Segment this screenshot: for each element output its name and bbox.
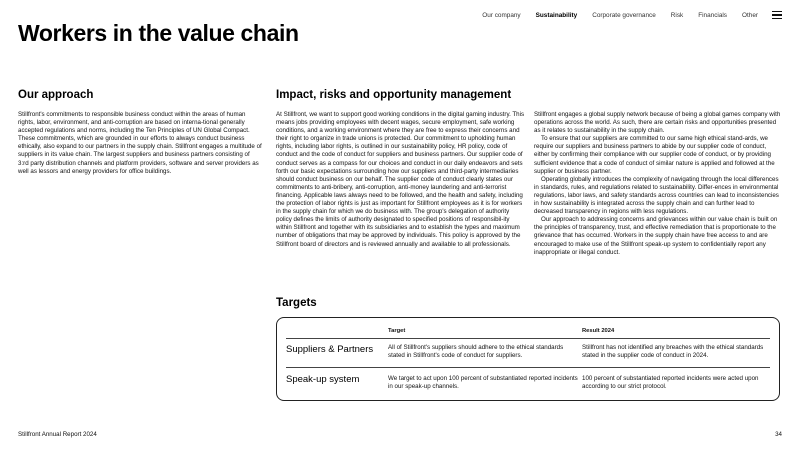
impact-left-text: At Stillfront, we want to support good working conditions in the digital gaming industry. This means jobs providing employees with decent wages, secure employment, safe working conditions, and a working environment where they are free to express their concerns and their right to organize in trade unions is protected. Our commitment to upholding human rights, including labor rights, is outlined in our sustainability policy, HR policy, code of conduct and the code of conduct for suppliers and business partners. Our supplier code of conduct serves as a compass for our choices and conduct in our daily endeavors and sets forth our basic expectations surrounding how our suppliers and third-party intermediaries should conduct business on our behalf. The supplier code of conduct clearly states our commitments to anti-bribery, anti-corruption, anti-money laundering and anti-terrorist financing. Applicable laws always need to be followed, and the health and safety, including the protection of labor rights is just as important for Stillfront employees as it is for workers in the supply chain for which we do business with. The group's delegation of authority policy defines the limits of authority designated to specified positions of responsibil-ity within Stillfront and together with its subsidiaries and to establish the types and maximum number of obligations that may be approved by individuals. This policy is approved by the Stillfront board of directors and is reviewed annually and available to all professionals. bbox=[276, 111, 525, 248]
approach-heading: Our approach bbox=[18, 89, 94, 101]
page-number: 34 bbox=[775, 431, 782, 438]
nav-other[interactable]: Other bbox=[742, 11, 758, 19]
table-cell-target: All of Stillfront's suppliers should adhere to the ethical standards stated in Stillfront's code of conduct for suppliers. bbox=[388, 344, 564, 360]
nav-corporate-governance[interactable]: Corporate governance bbox=[592, 11, 656, 19]
impact-right-paragraph-2: To ensure that our suppliers are committed to our same high ethical stand-ards, we require our suppliers and business partners to abide by our supplier code of conduct, either by confirming their compliance with our supplier code of conduct, or by providing sufficient evidence that a code of conduct of similar nature is applied and followed at the supplier or business partner. bbox=[534, 135, 775, 175]
targets-column-header-target: Target bbox=[388, 328, 406, 334]
impact-right-column bbox=[534, 111, 782, 257]
top-navigation bbox=[467, 11, 782, 19]
table-divider bbox=[286, 367, 770, 368]
table-cell-result: 100 percent of substantiated reported incidents were acted upon according to our strict protocol. bbox=[582, 375, 759, 391]
impact-right-paragraph-1: Stillfront engages a global supply network because of being a global games company with operations across the world. As such, there are certain risks and opportunities presented as it relates to sustainability in the supply chain. bbox=[534, 111, 781, 135]
targets-table bbox=[276, 317, 780, 401]
targets-column-header-result: Result 2024 bbox=[582, 328, 615, 334]
targets-heading: Targets bbox=[276, 297, 317, 309]
impact-right-paragraph-3: Operating globally introduces the complexity of navigating through the local differences in standards, rules, and regulations related to sustainability. Differ-ences in environmental regulations, labor laws, and safety standards across countries can lead to inconsistencies in how sustainability is integrated across the supply chain and can further lead to decreased transparency in regions with less regulations. bbox=[534, 175, 779, 216]
nav-financials[interactable]: Financials bbox=[698, 11, 728, 19]
nav-risk[interactable]: Risk bbox=[670, 11, 684, 19]
nav-our-company[interactable]: Our company bbox=[482, 11, 521, 19]
table-row-label: Speak-up system bbox=[286, 374, 360, 385]
impact-right-paragraph-4: Our approach to addressing concerns and grievances within our value chain is built on the principles of transparency, trust, and effective remediation that is proportionate to the grievance that has occurred. Workers in the supply chain have free access to and are encouraged to make use of the Stillfront speak-up system to confidentially report any inappropriate or illegal conduct. bbox=[534, 216, 778, 256]
footer-report-title: Stillfront Annual Report 2024 bbox=[18, 431, 97, 438]
page-title: Workers in the value chain bbox=[18, 20, 299, 46]
approach-text: Stillfront's commitments to responsible business conduct within the areas of human rights, labor, environment, and anti-corruption are based on interna-tional generally accepted regulations and norms, including the Ten Principles of UN Global Compact. These commitments, which are grounded in our efforts to always conduct business ethically, also expand to our partners in the supply chain. Stillfront engages a multitude of suppliers in its value chain. The largest suppliers and business partners consisting of 3:rd party distribution channels and platform providers, software and server providers as well as lessors and energy providers for office buildings. bbox=[18, 111, 262, 175]
hamburger-menu-icon[interactable] bbox=[772, 11, 782, 19]
nav-sustainability[interactable]: Sustainability bbox=[535, 11, 578, 19]
table-cell-target: We target to act upon 100 percent of substantiated reported incidents in our speak-up channels. bbox=[388, 375, 578, 391]
table-row-label: Suppliers & Partners bbox=[286, 344, 374, 355]
table-divider bbox=[286, 338, 770, 339]
table-cell-result: Stillfront has not identified any breaches with the ethical standards stated in the supplier code of conduct in 2024. bbox=[582, 344, 764, 360]
impact-heading: Impact, risks and opportunity management bbox=[276, 89, 512, 101]
